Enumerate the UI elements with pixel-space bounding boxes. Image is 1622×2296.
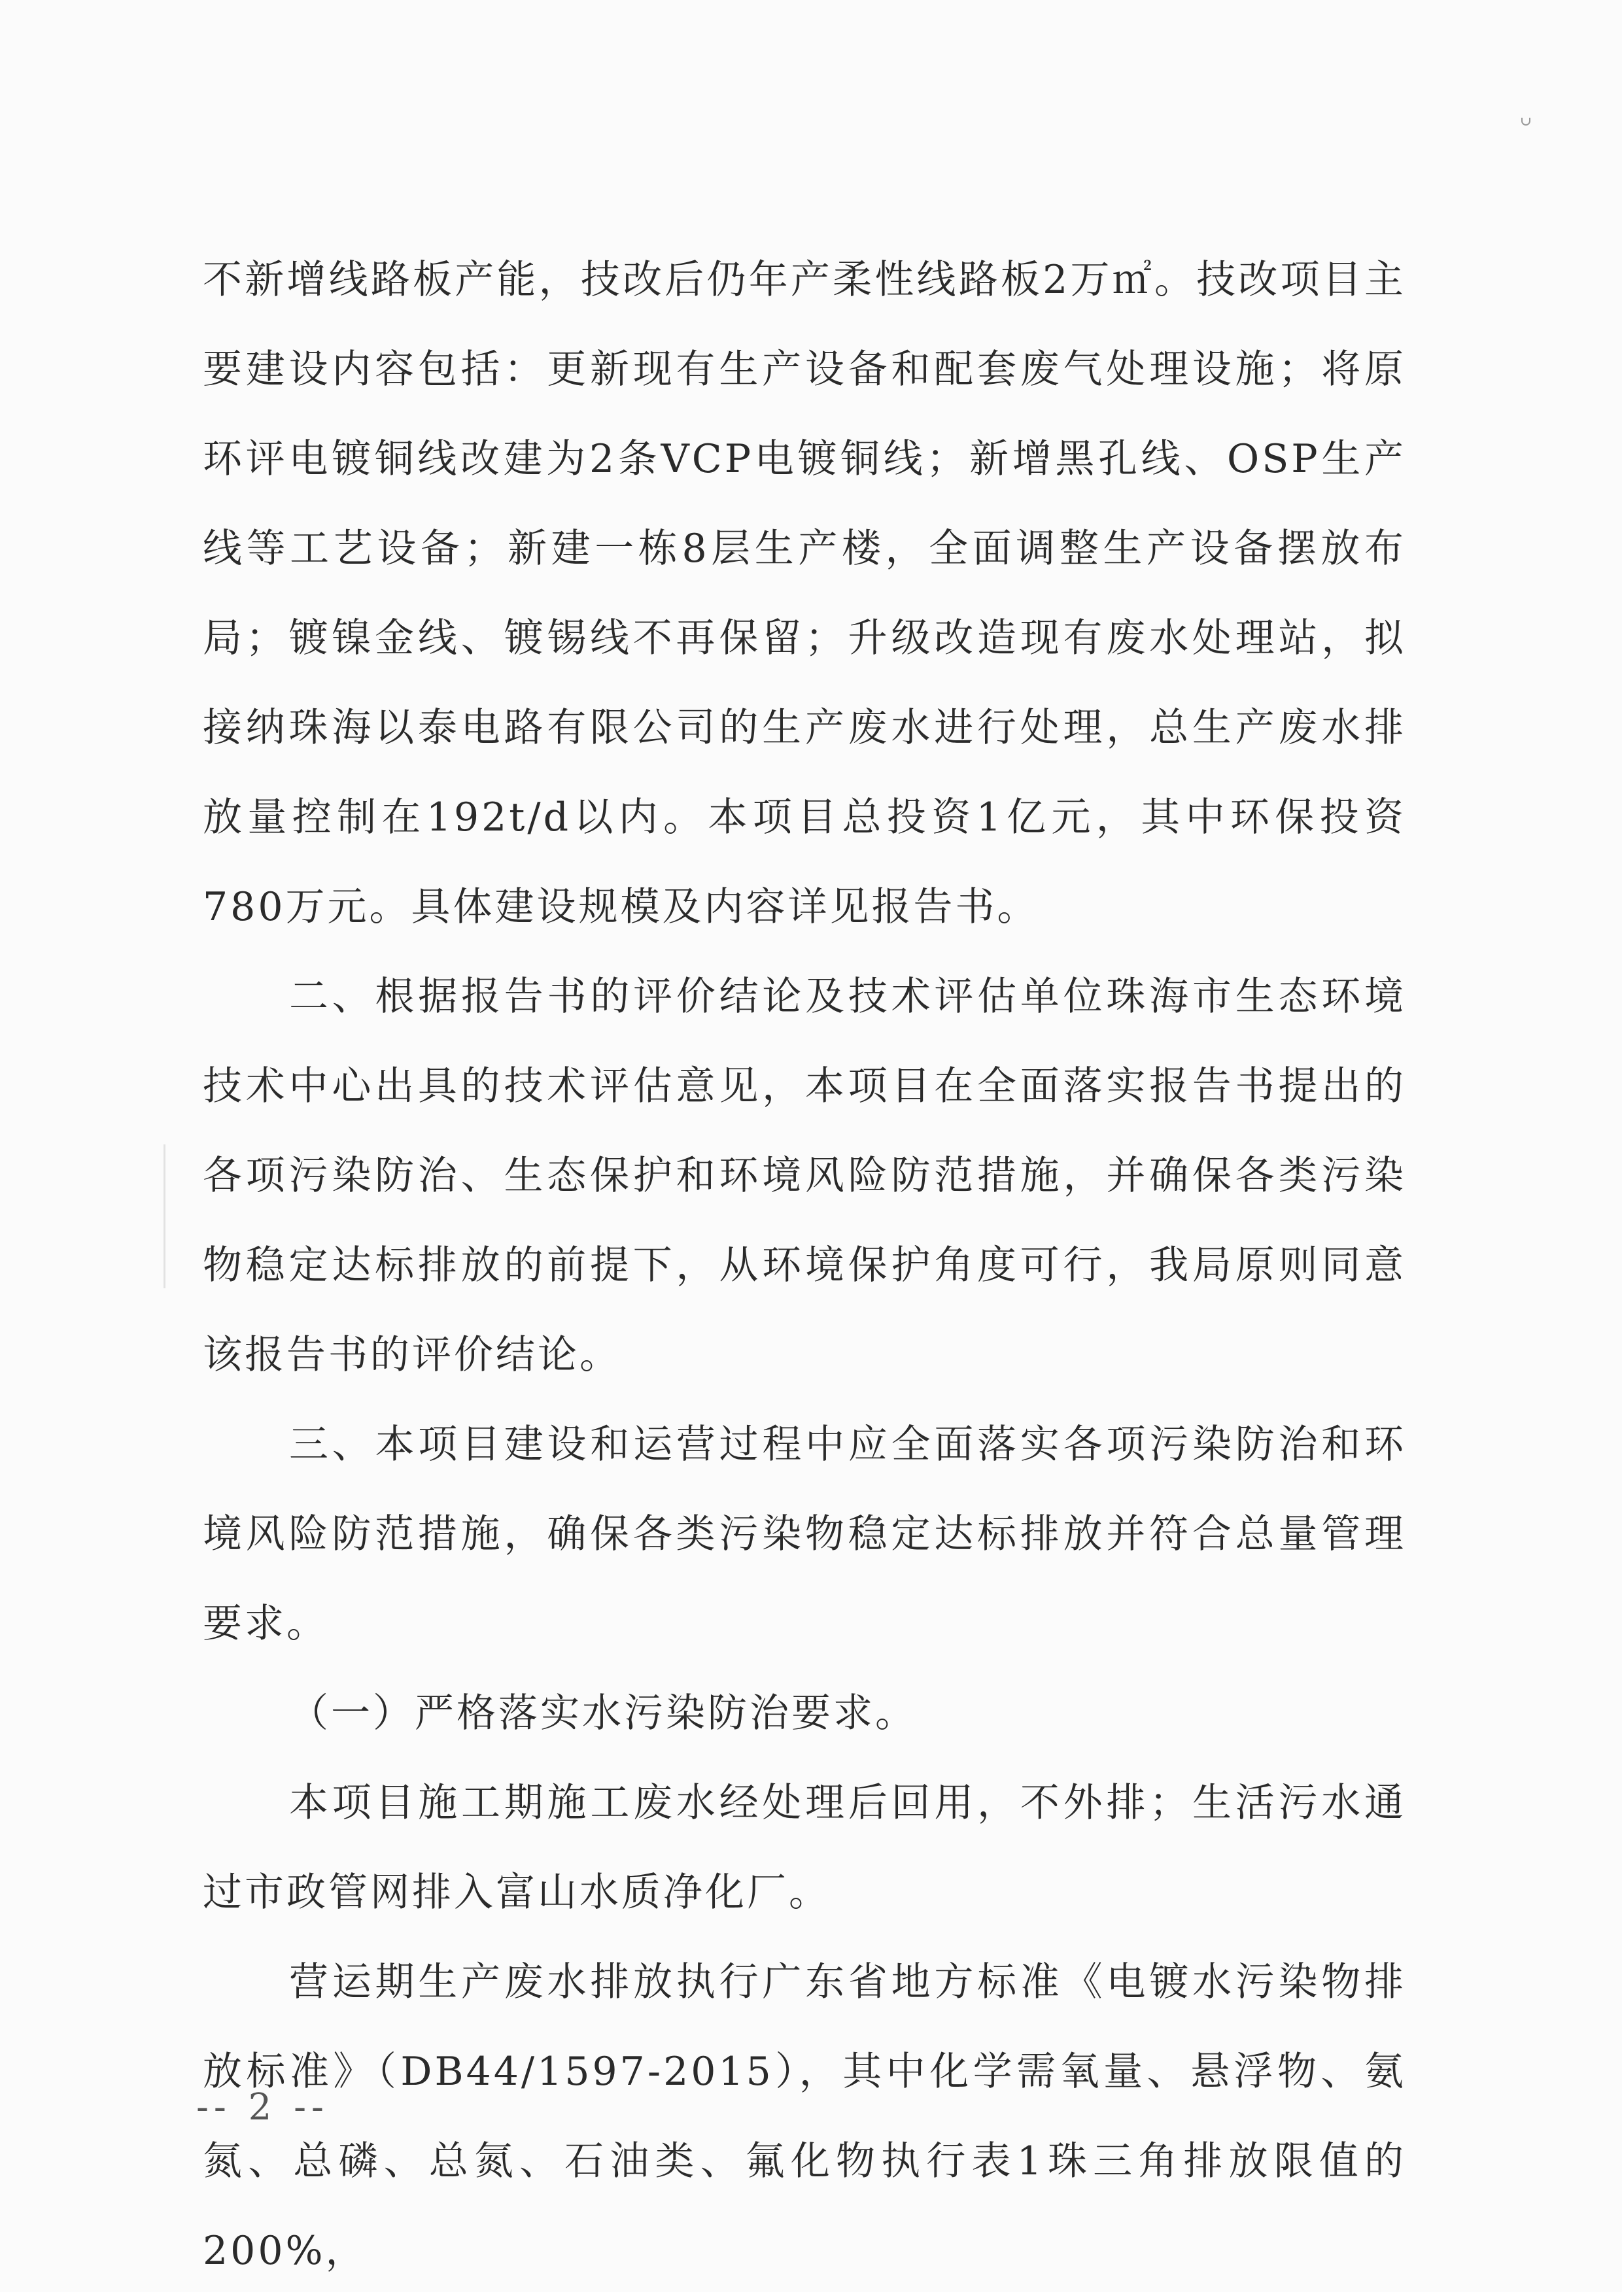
page-number: -- 2 -- bbox=[196, 2086, 329, 2129]
paragraph-section-3: 三、本项目建设和运营过程中应全面落实各项污染防治和环境风险防范措施，确保各类污染物稳定达标排放并符合总量管理要求。 bbox=[203, 1422, 1406, 1647]
scan-artifact bbox=[164, 1144, 165, 1288]
document-body bbox=[203, 235, 1406, 2296]
paragraph-section-2: 二、根据报告书的评价结论及技术评估单位珠海市生态环境技术中心出具的技术评估意见，本项目在全面落实报告书提出的各项污染防治、生态保护和环境风险防范措施，并确保各类污染物稳定达标排放的前提下，从环境保护角度可行，我局原则同意该报告书的评价结论。 bbox=[203, 974, 1406, 1378]
subheading-water-pollution: （一）严格落实水污染防治要求。 bbox=[289, 1690, 917, 1736]
paragraph-construction-wastewater: 本项目施工期施工废水经处理后回用，不外排；生活污水通过市政管网排入富山水质净化厂。 bbox=[203, 1780, 1406, 1915]
paragraph-operation-wastewater: 营运期生产废水排放执行广东省地方标准《电镀水污染物排放标准》（DB44/1597-2015），其中化学需氧量、悬浮物、氨氮、总磷、总氮、石油类、氟化物执行表1珠三角排放限值的200%， bbox=[203, 1959, 1406, 2274]
paragraph-continuation: 不新增线路板产能，技改后仍年产柔性线路板2万㎡。技改项目主要建设内容包括：更新现有生产设备和配套废气处理设施；将原环评电镀铜线改建为2条VCP电镀铜线；新增黑孔线、OSP生产线等工艺设备；新建一栋8层生产楼，全面调整生产设备摆放布局；镀镍金线、镀锡线不再保留；升级改造现有废水处理站，拟接纳珠海以泰电路有限公司的生产废水进行处理，总生产废水排放量控制在192t/d以内。本项目总投资1亿元，其中环保投资780万元。具体建设规模及内容详见报告书。 bbox=[203, 257, 1406, 930]
scan-mark bbox=[1521, 118, 1530, 126]
